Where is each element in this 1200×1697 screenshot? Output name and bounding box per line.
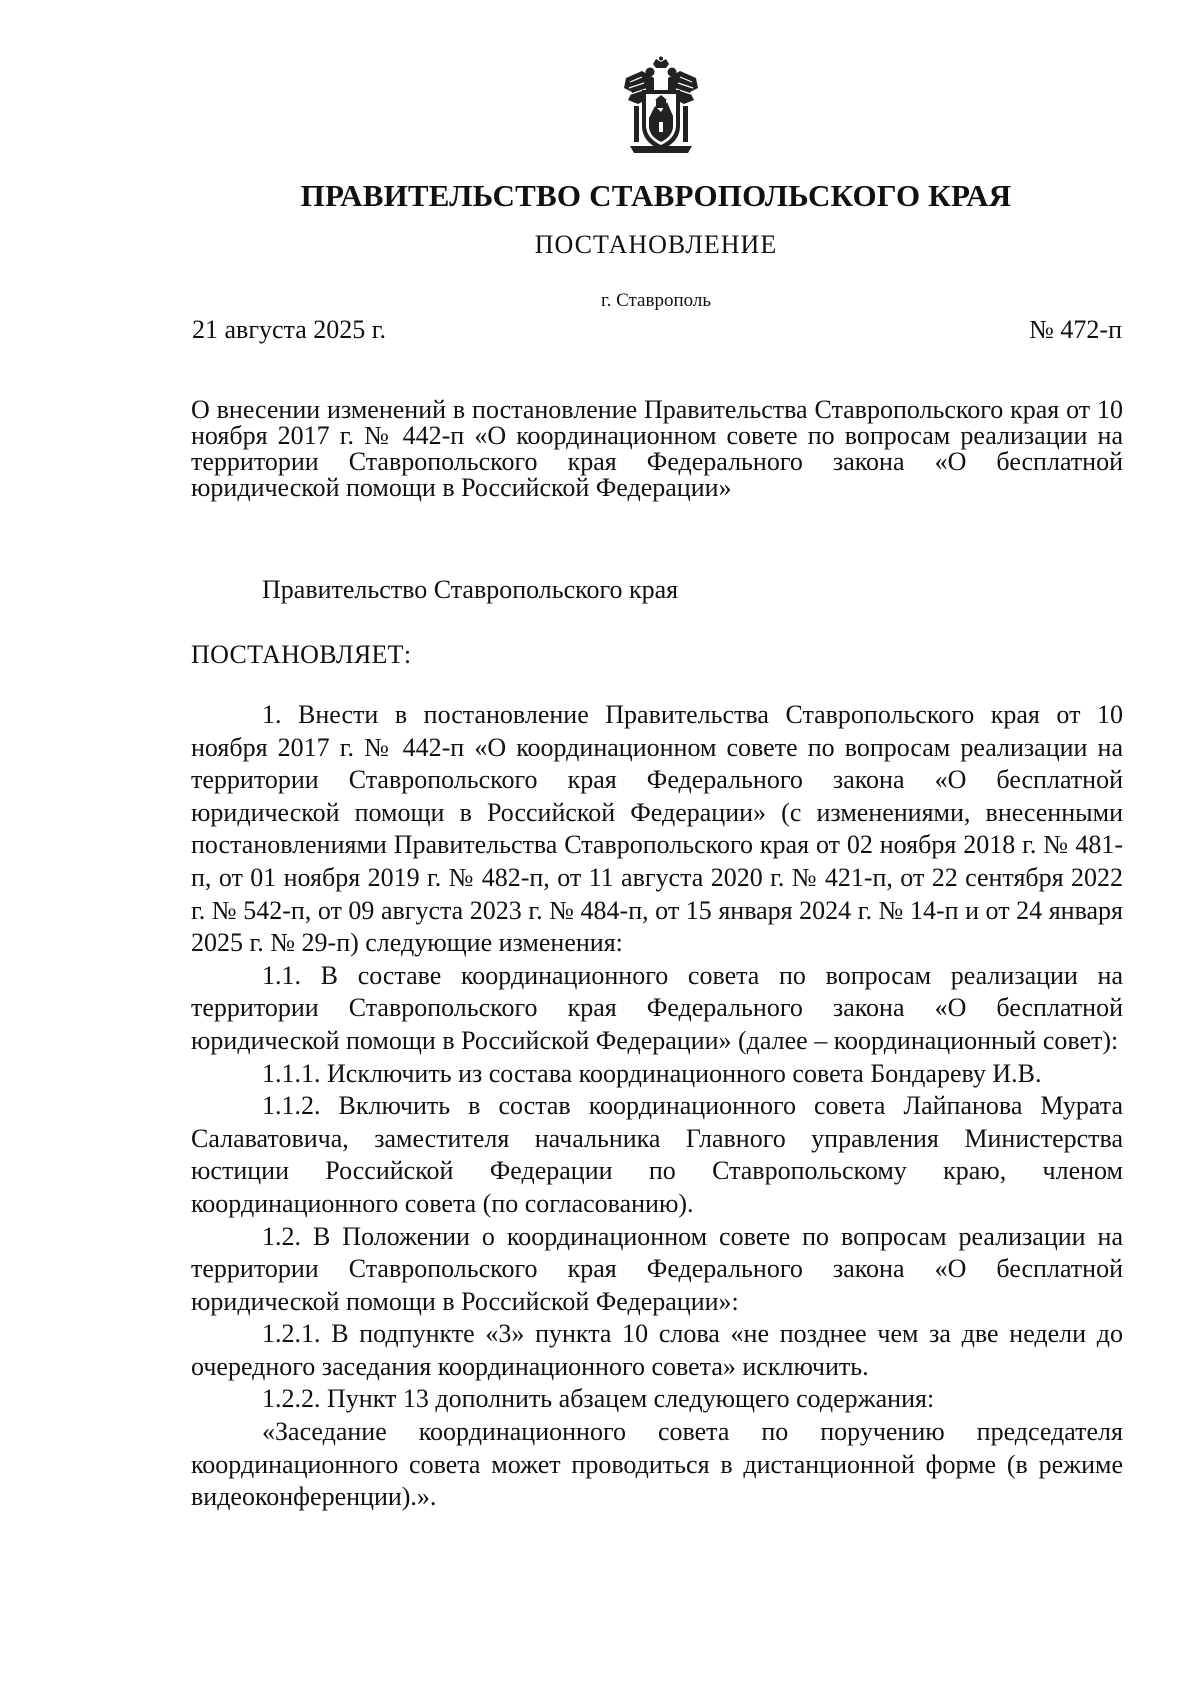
paragraph-1-2-2: 1.2.2. Пункт 13 дополнить абзацем следующего содержания: [262, 1384, 935, 1414]
document-subject: О внесении изменений в постановление Правительства Ставропольского края от 10 ноября 2017 г. № 442-п «О координационном совете по вопросам реализации на территории Ставропольского края Федерального закона «О бесплатной юридической помощи в Российской Федерации» [191, 395, 1123, 502]
document-body [191, 699, 1123, 1514]
paragraph-1-1-1: 1.1.1. Исключить из состава координационного совета Бондареву И.В. [262, 1058, 1042, 1088]
paragraph-1-1-2: 1.1.2. Включить в состав координационного совета Лайпанова Мурата Салаватовича, заместителя начальника Главного управления Министерства юстиции Российской Федерации по Ставропольскому краю, членом координационного совета (по согласованию). [191, 1091, 1123, 1218]
preamble-decree: ПОСТАНОВЛЯЕТ: [191, 640, 412, 669]
document-number: № 472-п [1029, 315, 1122, 344]
coat-of-arms-icon [620, 56, 702, 156]
government-title: ПРАВИТЕЛЬСТВО СТАВРОПОЛЬСКОГО КРАЯ [300, 178, 1012, 213]
paragraph-1-2: 1.2. В Положении о координационном совете по вопросам реализации на территории Ставропольского края Федерального закона «О бесплатной юридической помощи в Российской Федерации»: [191, 1221, 1123, 1316]
paragraph-1-2-1: 1.2.1. В подпункте «3» пункта 10 слова «не позднее чем за две недели до очередного заседания координационного совета» исключить. [191, 1319, 1123, 1381]
paragraph-quote: «Заседание координационного совета по поручению председателя координационного совета может проводиться в дистанционной форме (в режиме видеоконференции).». [191, 1417, 1123, 1512]
paragraph-1: 1. Внести в постановление Правительства Ставропольского края от 10 ноября 2017 г. № 442-п «О координационном совете по вопросам реализации на территории Ставропольского края Федерального закона «О бесплатной юридической помощи в Российской Федерации» (с изменениями, внесенными постановлениями Правительства Ставропольского края от 02 ноября 2018 г. № 481-п, от 01 ноября 2019 г. № 482-п, от 11 августа 2020 г. № 421-п, от 22 сентября 2022 г. № 542-п, от 09 августа 2023 г. № 484-п, от 15 января 2024 г. № 14-п и от 24 января 2025 г. № 29-п) следующие изменения: [191, 700, 1123, 958]
preamble-government: Правительство Ставропольского края [262, 575, 679, 604]
document-type: ПОСТАНОВЛЕНИЕ [534, 230, 778, 259]
document-date: 21 августа 2025 г. [192, 315, 386, 344]
paragraph-1-1: 1.1. В составе координационного совета по вопросам реализации на территории Ставропольского края Федерального закона «О бесплатной юридической помощи в Российской Федерации» (далее – координационный совет): [191, 960, 1123, 1055]
city-label: г. Ставрополь [600, 290, 712, 311]
